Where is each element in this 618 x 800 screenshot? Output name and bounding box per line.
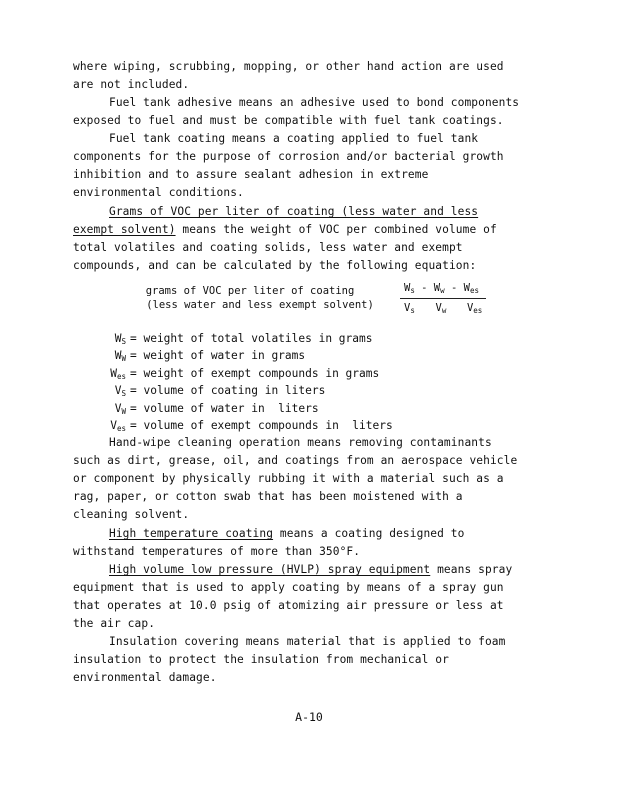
voc-term-line2: exempt solvent): [73, 223, 176, 236]
fraction-bar: [400, 298, 486, 299]
equation-denominator: $V_s$ $V_w$ $V_{es}$: [404, 302, 483, 315]
definition-symbol: $W_S$: [114, 332, 126, 346]
equation-label-1: grams of VOC per liter of coating: [145, 285, 355, 297]
hvlp-rest: means spray: [430, 563, 513, 576]
text-line: environmental conditions.: [73, 186, 244, 199]
definition-symbol: $W_{es}$: [110, 367, 126, 381]
definition-text: = volume of water in liters: [130, 402, 319, 415]
voc-term-line1: Grams of VOC per liter of coating (less water and less: [109, 205, 479, 218]
text-line: inhibition and to assure sealant adhesion in extreme: [73, 168, 429, 181]
definition-text: = weight of exempt compounds in grams: [130, 367, 380, 380]
equation-label-2: (less water and less exempt solvent): [146, 299, 374, 311]
text-line: where wiping, scrubbing, mopping, or other hand action are used: [73, 60, 504, 73]
text-line: rag, paper, or cotton swab that has been moistened with a: [73, 490, 463, 503]
hightemp-term: High temperature coating: [109, 527, 274, 540]
text-line: exposed to fuel and must be compatible with fuel tank coatings.: [73, 114, 504, 127]
definition-symbol: $W_W$: [114, 349, 126, 363]
text-line: compounds, and can be calculated by the following equation:: [73, 259, 477, 272]
text-line: components for the purpose of corrosion and/or bacterial growth: [73, 150, 504, 163]
definition-text: = volume of exempt compounds in liters: [130, 419, 393, 432]
text-line: equipment that is used to apply coating by means of a spray gun: [73, 581, 504, 594]
definition-symbol: $V_W$: [114, 402, 126, 416]
hvlp-term: High volume low pressure (HVLP) spray equipment: [109, 563, 431, 576]
text-line: are not included.: [73, 78, 190, 91]
text-line: insulation to protect the insulation from mechanical or: [73, 653, 449, 666]
text-line: such as dirt, grease, oil, and coatings from an aerospace vehicle: [73, 454, 518, 467]
text-line: Fuel tank coating means a coating applied to fuel tank: [109, 132, 479, 145]
voc-line2: [73, 221, 497, 239]
page-number: A-10: [295, 710, 323, 724]
text-line: cleaning solvent.: [73, 508, 190, 521]
text-line: that operates at 10.0 psig of atomizing air pressure or less at: [73, 599, 504, 612]
hightemp-line1: [109, 525, 464, 543]
definition-symbol: $V_S$: [114, 384, 126, 398]
definition-text: = weight of water in grams: [130, 349, 306, 362]
definition-text: = volume of coating in liters: [130, 384, 326, 397]
text-line: withstand temperatures of more than 350°F.: [73, 545, 361, 558]
text-line: Hand-wipe cleaning operation means removing contaminants: [109, 436, 492, 449]
text-line: environmental damage.: [73, 671, 217, 684]
text-line: or component by physically rubbing it with a material such as a: [73, 472, 504, 485]
voc-rest-line2: means the weight of VOC per combined volume of: [175, 223, 497, 236]
equation-numerator: $W_s - W_w - W_{es}$: [404, 282, 479, 295]
definition-symbol: $V_{es}$: [110, 419, 126, 433]
hightemp-rest: means a coating designed to: [273, 527, 465, 540]
text-line: Insulation covering means material that is applied to foam: [109, 635, 506, 648]
definition-text: = weight of total volatiles in grams: [130, 332, 373, 345]
hvlp-line1: [109, 561, 512, 579]
text-line: total volatiles and coating solids, less water and exempt: [73, 241, 463, 254]
text-line: Fuel tank adhesive means an adhesive used to bond components: [109, 96, 520, 109]
text-line: the air cap.: [73, 617, 156, 630]
